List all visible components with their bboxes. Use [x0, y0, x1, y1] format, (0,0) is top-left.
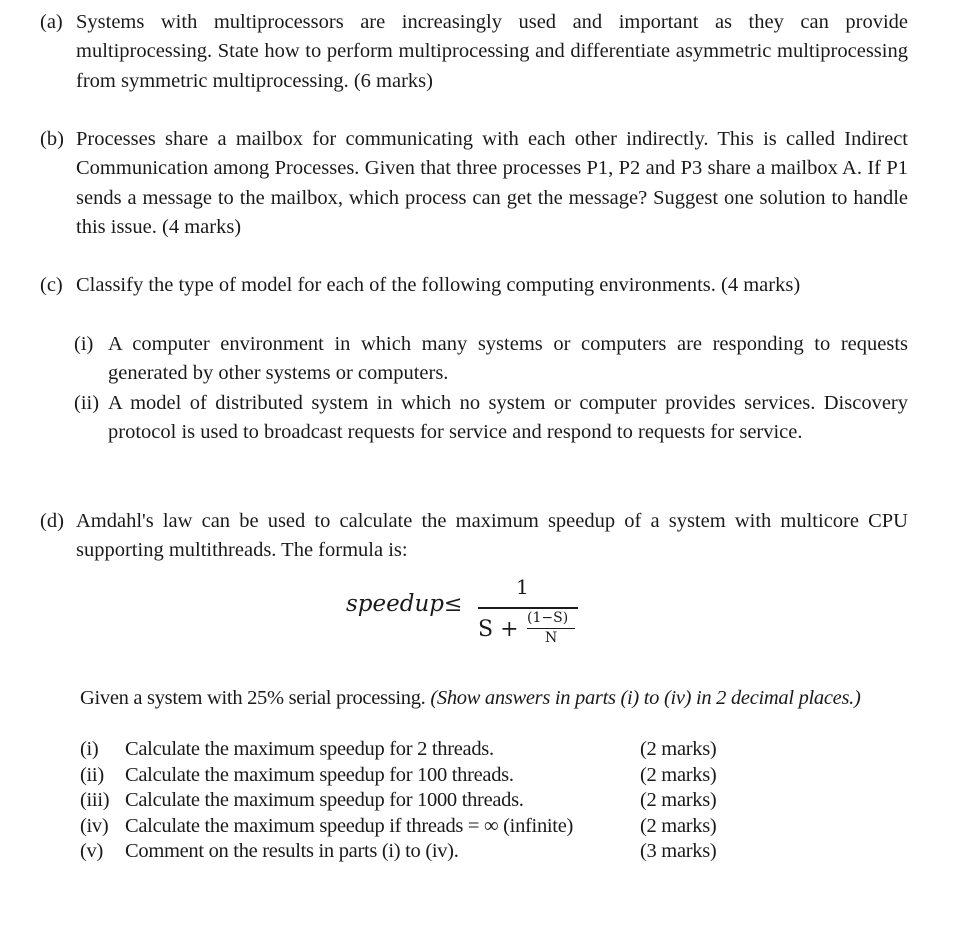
- question-b-text: Processes share a mailbox for communicating with each other indirectly. This is called Indirect Communication among Processes. Given that three processes P1, P2 and P3 share a mailbox A. If P1 sends a message to the mailbox, which process can get the message? Suggest one solution to handle this issue. (4 marks): [76, 128, 908, 238]
- given-text: Given a system with 25% serial processing.: [80, 687, 426, 709]
- question-c-item-label: (i): [74, 333, 94, 355]
- question-c-item: [74, 330, 908, 389]
- question-a: [40, 8, 908, 96]
- question-c: [40, 271, 908, 300]
- formula-inner-numerator: (1−S): [527, 610, 569, 626]
- question-c-item-text: A model of distributed system in which no system or computer provides services. Discovery protocol is used to broadcast requests for service and respond to requests for service.: [108, 392, 908, 444]
- question-d-item-text: Calculate the maximum speedup for 2 threads.: [125, 738, 494, 760]
- question-c-text: Classify the type of model for each of the following computing environments. (4 marks): [76, 274, 801, 296]
- question-d-item-label: (iv): [80, 814, 109, 837]
- question-d-item-marks: (2 marks): [640, 789, 717, 812]
- formula-inner-denominator: N: [545, 630, 558, 646]
- question-d-item-label: (v): [80, 840, 104, 863]
- question-c-item: [74, 389, 908, 448]
- question-d-item-label: (ii): [80, 763, 104, 786]
- question-d-item-text: Calculate the maximum speedup if threads = ∞ (infinite): [125, 814, 574, 837]
- given-note: (Show answers in parts (i) to (iv) in 2 decimal places.): [430, 687, 861, 709]
- question-b: [40, 125, 908, 242]
- question-d-item-text: Calculate the maximum speedup for 1000 threads.: [125, 789, 524, 812]
- question-d-text: Amdahl's law can be used to calculate the maximum speedup of a system with multicore CPU supporting multithreads. The formula is:: [76, 510, 908, 562]
- formula-numerator: 1: [516, 575, 529, 599]
- question-d-item: [80, 737, 740, 763]
- question-d-item: [80, 839, 740, 865]
- question-c-label: (c): [40, 274, 63, 296]
- question-d-item-text: Calculate the maximum speedup for 100 threads.: [125, 763, 514, 786]
- formula-lhs: speedup: [346, 591, 445, 617]
- question-b-label: (b): [40, 128, 64, 150]
- formula-denominator-term: S +: [478, 617, 519, 642]
- question-d-item-marks: (3 marks): [640, 840, 717, 863]
- question-a-text: Systems with multiprocessors are increasingly used and important as they can provide multiprocessing. State how to perform multiprocessing and differentiate asymmetric multiprocessing from symmetric multiprocessing. (6 marks): [76, 11, 908, 92]
- question-c-item-text: A computer environment in which many systems or computers are responding to requests generated by other systems or computers.: [108, 333, 908, 385]
- question-d-list: [80, 737, 740, 865]
- given-statement: [80, 684, 861, 713]
- question-d-item: [80, 763, 740, 789]
- formula-relation: ≤: [444, 592, 463, 617]
- question-d-item-marks: (2 marks): [640, 763, 717, 786]
- question-d-item-marks: (2 marks): [640, 738, 717, 760]
- question-d-item-label: (i): [80, 738, 99, 760]
- formula-fraction-bar: [478, 607, 578, 609]
- question-d-label: (d): [40, 510, 64, 532]
- question-d: [40, 507, 908, 566]
- question-d-item-marks: (2 marks): [640, 814, 717, 837]
- question-d-item: [80, 814, 740, 840]
- question-a-label: (a): [40, 11, 63, 33]
- question-c-item-label: (ii): [74, 392, 100, 414]
- question-d-item-text: Comment on the results in parts (i) to (iv).: [125, 840, 459, 863]
- formula-inner-fraction-bar: [527, 628, 575, 629]
- question-d-item-label: (iii): [80, 789, 110, 812]
- amdahl-formula: [340, 572, 600, 652]
- question-d-item: [80, 788, 740, 814]
